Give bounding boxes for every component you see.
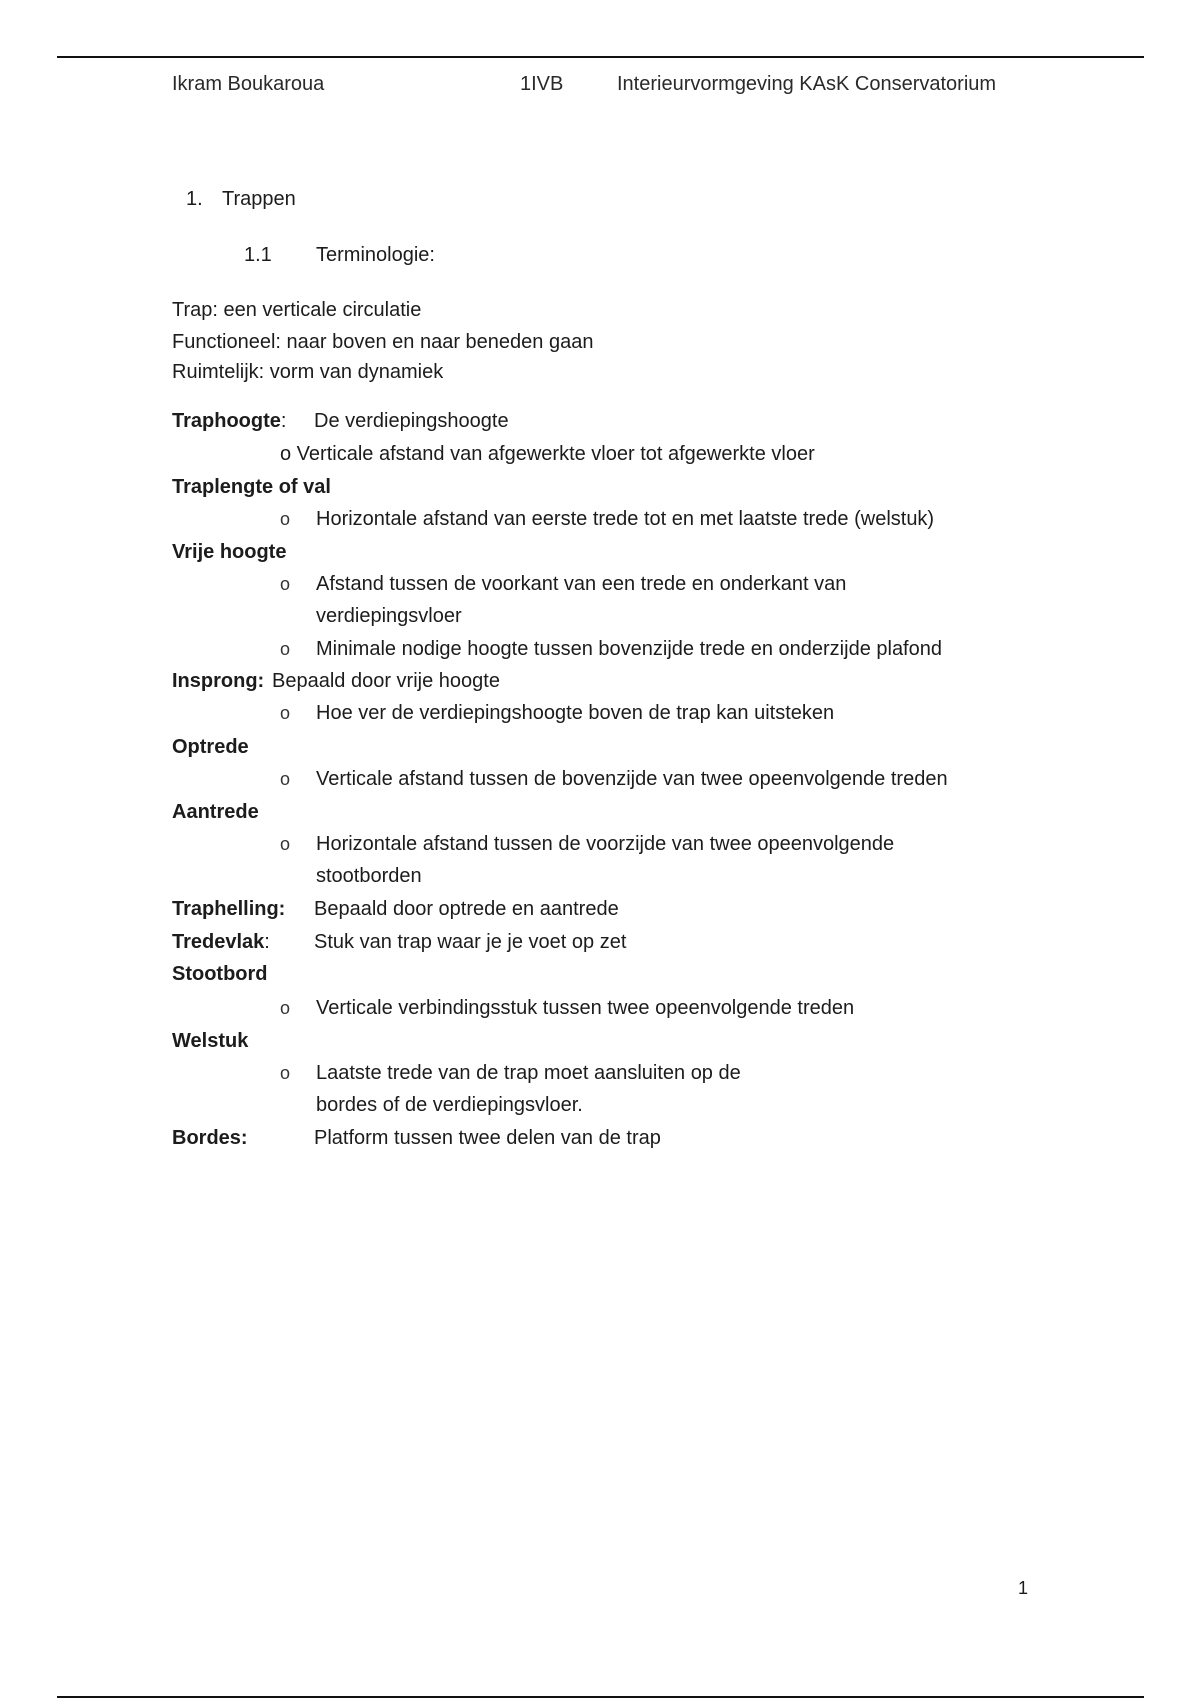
header-author: Ikram Boukaroua [172,73,325,95]
term-bordes: Bordes: [172,1127,248,1149]
definition-vrije-hoogte-1a: Afstand tussen de voorkant van een trede en onderkant van [316,573,847,595]
term-traphoogte: Traphoogte: [172,410,287,432]
definition-welstuk-b: bordes of de verdiepingsvloer. [316,1094,583,1116]
definition-insprong: Bepaald door vrije hoogte [272,670,500,692]
section-title: Trappen [222,188,296,210]
term-optrede: Optrede [172,736,249,758]
intro-line: Ruimtelijk: vorm van dynamiek [172,361,444,383]
page-number: 1 [1018,1578,1029,1598]
subsection-heading [244,244,435,267]
definition-aantrede-b: stootborden [316,865,422,887]
definition-bordes: Platform tussen twee delen van de trap [314,1127,661,1149]
header-rule [57,56,1144,58]
definition-welstuk-a: Laatste trede van de trap moet aansluiten op de [316,1062,741,1084]
term-welstuk: Welstuk [172,1030,249,1052]
subsection-number: 1.1 [244,244,272,266]
term-traphelling: Traphelling: [172,898,286,920]
header-class: 1IVB [520,73,564,95]
intro-line: Trap: een verticale circulatie [172,299,422,321]
bullet-icon: o [280,639,291,659]
term-vrije-hoogte: Vrije hoogte [172,541,287,563]
intro-line: Functioneel: naar boven en naar beneden gaan [172,331,594,353]
term-stootbord: Stootbord [172,963,268,985]
definition-traphelling: Bepaald door optrede en aantrede [314,898,619,920]
definition-tredevlak: Stuk van trap waar je je voet op zet [314,931,627,953]
bullet-icon: o [280,998,291,1018]
definition-vrije-hoogte-2: Minimale nodige hoogte tussen bovenzijde trede en onderzijde plafond [316,638,942,660]
definition-aantrede-a: Horizontale afstand tussen de voorzijde van twee opeenvolgende [316,833,895,855]
bullet-icon: o [280,509,291,529]
bullet-icon: o [280,703,291,723]
term-insprong: Insprong: [172,670,265,692]
header-course: Interieurvormgeving KAsK Conservatorium [617,73,997,95]
subsection-title: Terminologie: [316,244,435,266]
bullet-icon: o [280,769,291,789]
bullet-icon: o [280,574,291,594]
section-number: 1. [186,188,203,210]
bullet-icon: o [280,834,291,854]
footer-rule [57,1696,1144,1698]
section-heading [186,188,296,211]
definition-stootbord: Verticale verbindingsstuk tussen twee opeenvolgende treden [316,997,855,1019]
definition-traplengte: Horizontale afstand van eerste trede tot en met laatste trede (welstuk) [316,508,935,530]
subdefinition-traphoogte: o Verticale afstand van afgewerkte vloer tot afgewerkte vloer [280,443,815,465]
term-tredevlak: Tredevlak: [172,931,270,953]
definition-optrede: Verticale afstand tussen de bovenzijde van twee opeenvolgende treden [316,768,948,790]
term-traplengte: Traplengte of val [172,476,331,498]
definition-traphoogte: De verdiepingshoogte [314,410,509,432]
term-aantrede: Aantrede [172,801,259,823]
bullet-icon: o [280,1063,291,1083]
subdefinition-insprong: Hoe ver de verdiepingshoogte boven de trap kan uitsteken [316,702,835,724]
definition-vrije-hoogte-1b: verdiepingsvloer [316,605,462,627]
